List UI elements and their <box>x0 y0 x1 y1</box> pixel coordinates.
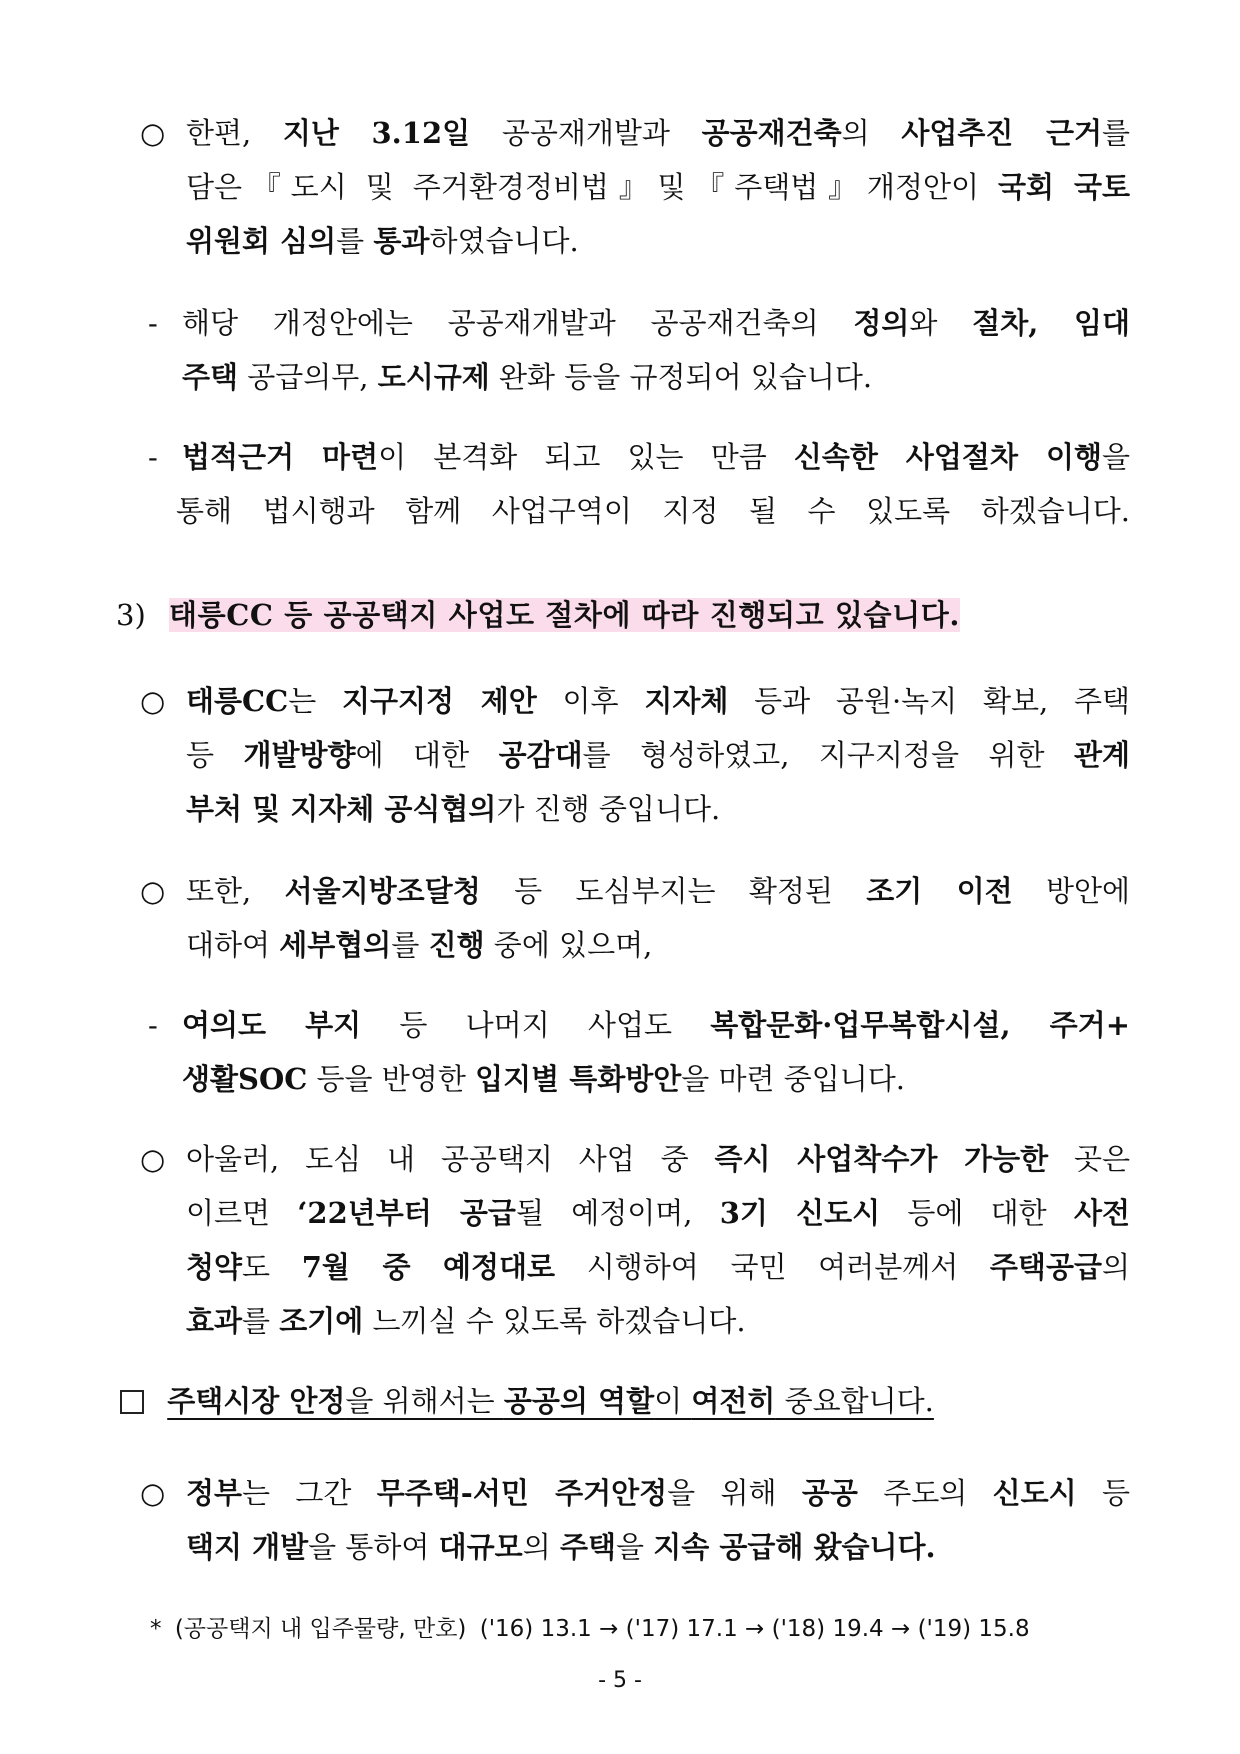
dash-bullet: - <box>148 1008 158 1042</box>
footnote-asterisk: * <box>150 1616 162 1642</box>
page-number: - 5 - <box>598 1668 642 1693</box>
section-heading-box <box>120 1374 1100 1428</box>
text-line: 생활SOC 등을 반영한 입지별 특화방안을 마련 중입니다. <box>182 1062 906 1096</box>
text-line: 부처 및 지자체 공식협의가 진행 중입니다. <box>186 792 721 826</box>
checkbox-square-icon <box>120 1390 144 1414</box>
dash-bullet: - <box>148 306 158 340</box>
paragraph-legal-amendment <box>140 106 1130 268</box>
circle-bullet: ○ <box>140 1142 166 1176</box>
paragraph-taereung <box>140 674 1130 836</box>
text-line: 한편, 지난 3.12일 공공재개발과 공공재건축의 사업추진 근거를 <box>186 116 1130 150</box>
section-heading-3 <box>116 588 1096 642</box>
text-line: 청약도 7월 중 예정대로 시행하여 국민 여러분께서 주택공급의 <box>186 1250 1130 1284</box>
circle-bullet: ○ <box>140 874 166 908</box>
circle-bullet: ○ <box>140 684 166 718</box>
text-line: 등 개발방향에 대한 공감대를 형성하였고, 지구지정을 위한 관계 <box>186 738 1130 772</box>
text-line: 아울러, 도심 내 공공택지 사업 중 즉시 사업착수가 가능한 곳은 <box>186 1142 1131 1176</box>
paragraph-amendment-content <box>148 296 1130 404</box>
circle-bullet: ○ <box>140 1476 166 1510</box>
footnote <box>150 1610 1030 1643</box>
text-line: 해당 개정안에는 공공재개발과 공공재건축의 정의와 절차, 임대 <box>182 306 1131 340</box>
text-line: 효과를 조기에 느끼실 수 있도록 하겠습니다. <box>186 1304 746 1338</box>
paragraph-government-supply <box>140 1466 1130 1574</box>
text-line: 태릉CC는 지구지정 제안 이후 지자체 등과 공원·녹지 확보, 주택 <box>186 684 1131 718</box>
heading-number: 3) <box>116 598 146 632</box>
text-line: 대하여 세부협의를 진행 중에 있으며, <box>186 928 653 962</box>
text-line: 법적근거 마련이 본격화 되고 있는 만큼 신속한 사업절차 이행을 <box>182 440 1131 474</box>
heading-text: 주택시장 안정을 위해서는 공공의 역할이 여전히 중요합니다. <box>167 1384 934 1418</box>
text-line: 주택 공급의무, 도시규제 완화 등을 규정되어 있습니다. <box>182 360 873 394</box>
footnote-label: (공공택지 내 입주물량, 만호) <box>174 1616 467 1642</box>
text-line: 이르면 ‘22년부터 공급될 예정이며, 3기 신도시 등에 대한 사전 <box>186 1196 1130 1230</box>
paragraph-procurement-office <box>140 864 1130 972</box>
text-line: 위원회 심의를 통과하였습니다. <box>186 224 579 258</box>
text-line: 택지 개발을 통하여 대규모의 주택을 지속 공급해 왔습니다. <box>186 1530 936 1564</box>
heading-text: 태릉CC 등 공공택지 사업도 절차에 따라 진행되고 있습니다. <box>168 598 961 632</box>
paragraph-legal-basis <box>148 430 1130 538</box>
text-line: 정부는 그간 무주택-서민 주거안정을 위해 공공 주도의 신도시 등 <box>186 1476 1131 1510</box>
text-line: 여의도 부지 등 나머지 사업도 복합문화·업무복합시설, 주거+ <box>182 1008 1130 1042</box>
circle-bullet: ○ <box>140 116 166 150</box>
text-line: 또한, 서울지방조달청 등 도심부지는 확정된 조기 이전 방안에 <box>186 874 1130 908</box>
footnote-series: ('16) 13.1 → ('17) 17.1 → ('18) 19.4 → ('19) 15.8 <box>479 1616 1030 1642</box>
paragraph-urban-public-land <box>140 1132 1130 1348</box>
text-line: 통해 법시행과 함께 사업구역이 지정 될 수 있도록 하겠습니다. <box>176 494 1130 528</box>
text-line: 담은『도시 및 주거환경정비법』및『주택법』개정안이 국회 국토 <box>186 170 1131 204</box>
paragraph-yeouido <box>148 998 1130 1106</box>
dash-bullet: - <box>148 440 158 474</box>
